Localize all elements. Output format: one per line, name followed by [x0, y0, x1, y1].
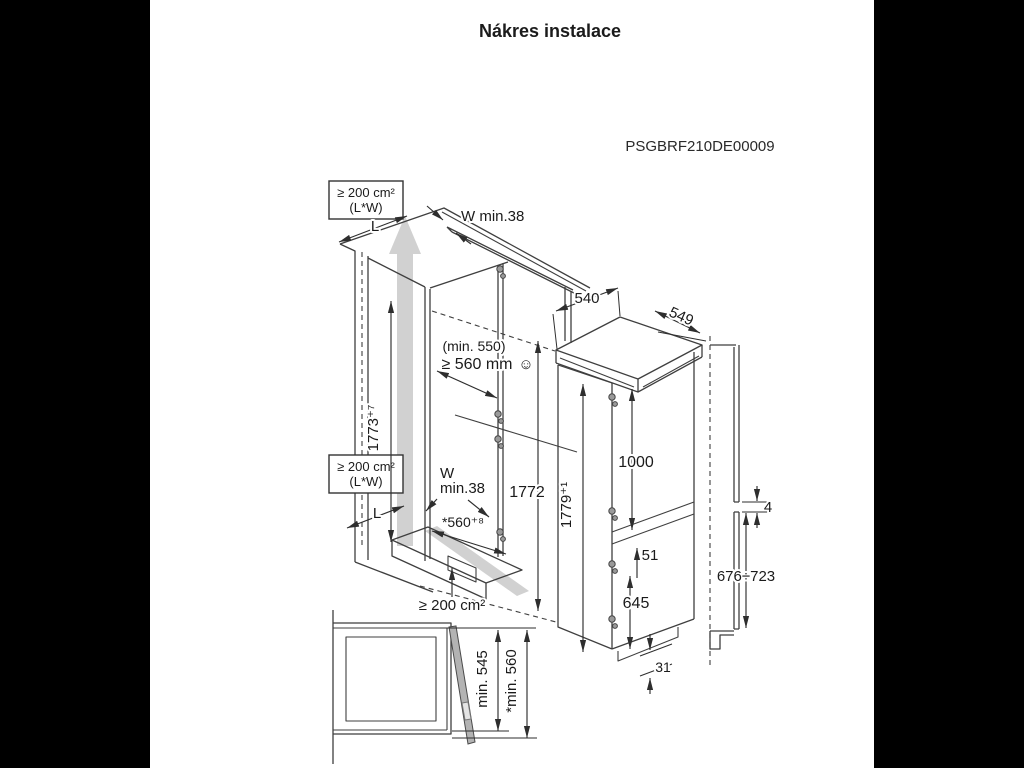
- appliance-dimensions: [553, 288, 706, 694]
- appliance-depth-label: 549: [666, 303, 697, 330]
- vent-area-top-line2: (L*W): [349, 200, 383, 215]
- hinge-icon: [609, 616, 618, 629]
- right-letterbox-bar: [874, 0, 1024, 768]
- model-code: PSGBRF210DE00009: [625, 138, 775, 155]
- left-letterbox-bar: [0, 0, 150, 768]
- upper-door-label: 1000: [618, 454, 654, 471]
- clearance-top-label: W min.38: [461, 208, 525, 225]
- hinge-icon: [495, 411, 504, 424]
- hinge-icon: [609, 561, 618, 574]
- length-label-bottom: L: [372, 505, 382, 522]
- vent-area-top-line1: ≥ 200 cm²: [337, 185, 395, 200]
- page-title: Nákres instalace: [478, 21, 622, 41]
- clearance-side-line1: W: [440, 465, 455, 482]
- airflow-base-strip-icon: [425, 526, 529, 596]
- clearance-side-line2: min.38: [440, 480, 486, 497]
- hinge-icon: [609, 394, 618, 407]
- panel-gap-label: 4: [763, 499, 773, 516]
- niche-height-tolerance-label: 1773⁺⁷: [365, 404, 382, 452]
- side-panel-dimensions: [717, 486, 775, 628]
- side-panel-structure: [710, 336, 739, 668]
- depth-recommended-label: ≥ 560 mm: [441, 356, 513, 373]
- hinge-icon: [609, 508, 618, 521]
- lower-door-label: 645: [622, 595, 650, 612]
- top-view-min-depth-label: min. 545: [474, 650, 491, 708]
- vent-area-side-line1: ≥ 200 cm²: [337, 459, 395, 474]
- mid-gap-label: 51: [641, 547, 659, 564]
- appliance-height-label: 1779⁺¹: [558, 481, 575, 529]
- smiley-icon: ☺: [518, 356, 534, 373]
- appliance-width-label: 540: [574, 290, 600, 307]
- depth-min-label: (min. 550): [442, 338, 506, 354]
- top-view-structure: [333, 610, 475, 764]
- plinth-label: 31: [655, 659, 671, 675]
- top-view-min-depth-star-label: *min. 560: [503, 649, 520, 713]
- niche-width-label: *560⁺⁸: [441, 514, 485, 530]
- hinge-icon: [495, 436, 504, 449]
- length-label-top: L: [370, 218, 380, 235]
- airflow-up-arrow-icon: [389, 216, 421, 546]
- vent-area-bottom-label: ≥ 200 cm²: [418, 597, 486, 614]
- niche-height-label: 1772: [509, 484, 545, 501]
- panel-range-label: 676÷723: [716, 568, 776, 585]
- open-door: [449, 626, 475, 744]
- vent-area-side-line2: (L*W): [349, 474, 383, 489]
